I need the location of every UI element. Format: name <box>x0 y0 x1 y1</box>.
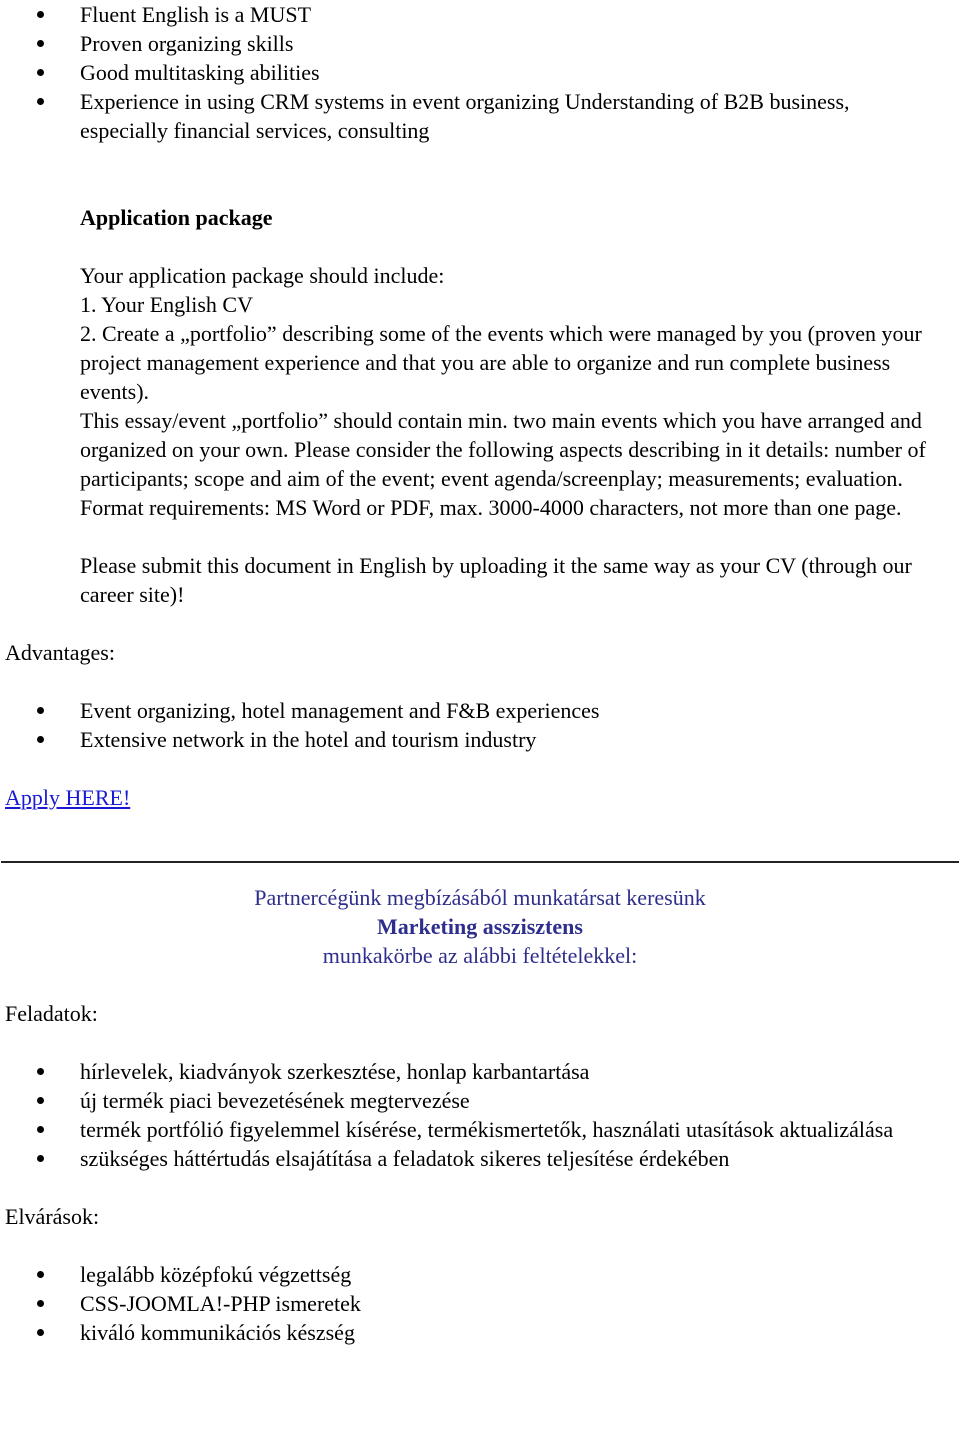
list-item: Extensive network in the hotel and tourism industry <box>0 725 960 754</box>
bullet-icon <box>37 1126 44 1133</box>
tasks-heading: Feladatok: <box>5 1001 98 1026</box>
bullet-icon <box>37 11 44 18</box>
list-item: új termék piaci bevezetésének megtervezése <box>0 1086 960 1115</box>
apply-link[interactable]: Apply HERE! <box>5 785 131 810</box>
tasks-list <box>0 1057 960 1173</box>
application-submit: Please submit this document in English by uploading it the same way as your CV (through our career site)! <box>80 553 912 607</box>
list-item: CSS-JOOMLA!-PHP ismeretek <box>0 1289 960 1318</box>
bullet-icon <box>37 69 44 76</box>
application-essay: This essay/event „portfolio” should contain min. two main events which you have arranged and organized on your own. Please consider the following aspects describing in it details: number of participants; scope and aim of the event; event agenda/screenplay; measurements; evaluation. <box>80 408 926 491</box>
application-section <box>0 203 960 609</box>
bullet-icon <box>37 98 44 105</box>
bullet-icon <box>37 707 44 714</box>
application-intro: Your application package should include: <box>80 263 445 288</box>
application-item-cv: 1. Your English CV <box>80 292 253 317</box>
job-title: Marketing asszisztens <box>377 914 583 939</box>
expectations-list <box>0 1260 960 1347</box>
bullet-icon <box>37 1300 44 1307</box>
list-item: termék portfólió figyelemmel kísérése, termékismertetők, használati utasítások aktualizálása <box>0 1115 960 1144</box>
list-item: Proven organizing skills <box>0 29 960 58</box>
intro-line: munkakörbe az alábbi feltételekkel: <box>322 943 638 968</box>
requirements-list <box>0 0 960 145</box>
advantages-list <box>0 696 960 754</box>
bullet-icon <box>37 736 44 743</box>
list-item: hírlevelek, kiadványok szerkesztése, honlap karbantartása <box>0 1057 960 1086</box>
application-heading: Application package <box>80 205 273 230</box>
list-item: Event organizing, hotel management and F&B experiences <box>0 696 960 725</box>
list-item: Experience in using CRM systems in event organizing Understanding of B2B business, especially financial services, consulting <box>0 87 960 145</box>
bullet-icon <box>37 1155 44 1162</box>
expectations-heading: Elvárások: <box>5 1204 100 1229</box>
bullet-icon <box>37 40 44 47</box>
bullet-icon <box>37 1097 44 1104</box>
list-item: kiváló kommunikációs készség <box>0 1318 960 1347</box>
advantages-heading: Advantages: <box>5 640 115 665</box>
list-item: Fluent English is a MUST <box>0 0 960 29</box>
hungarian-intro <box>0 883 960 970</box>
application-item-portfolio: 2. Create a „portfolio” describing some of the events which were managed by you (proven your project management experience and that you are able to organize and run complete business events). <box>80 321 922 404</box>
bullet-icon <box>37 1271 44 1278</box>
list-item: legalább középfokú végzettség <box>0 1260 960 1289</box>
list-item: Good multitasking abilities <box>0 58 960 87</box>
bullet-icon <box>37 1329 44 1336</box>
application-format: Format requirements: MS Word or PDF, max. 3000-4000 characters, not more than one page. <box>80 495 902 520</box>
bullet-icon <box>37 1068 44 1075</box>
list-item: szükséges háttértudás elsajátítása a feladatok sikeres teljesítése érdekében <box>0 1144 960 1173</box>
intro-line: Partnercégünk megbízásából munkatársat keresünk <box>254 885 706 910</box>
